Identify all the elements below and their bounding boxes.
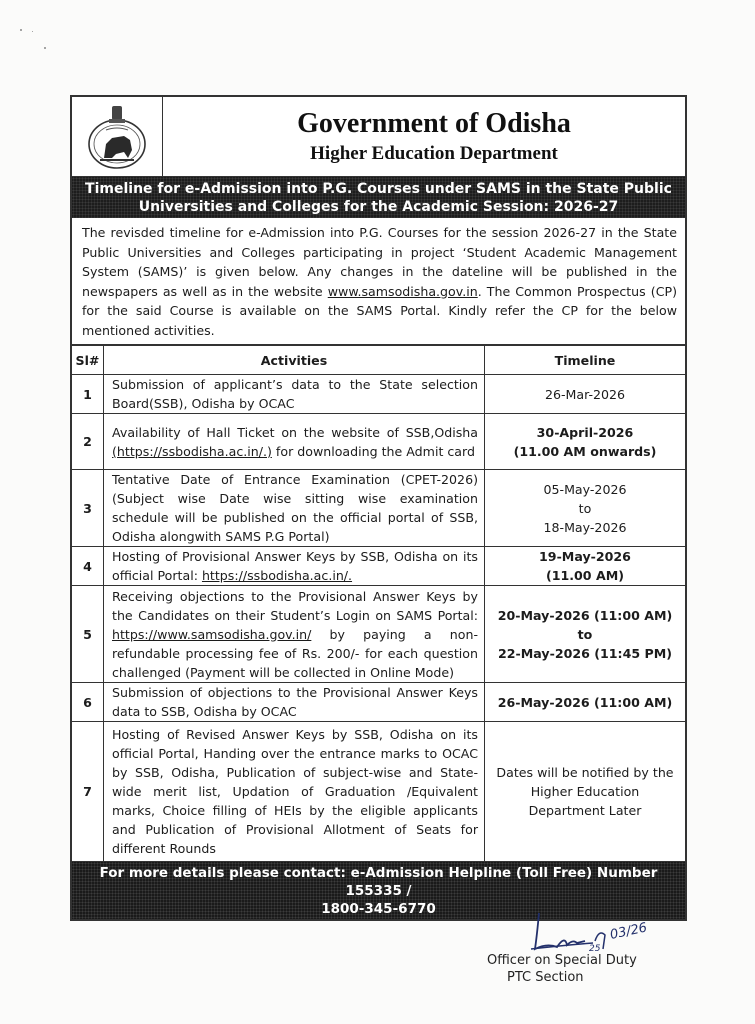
activity-link[interactable]: https://ssbodisha.ac.in/. <box>201 568 353 583</box>
sams-website-link[interactable]: www.samsodisha.gov.in <box>327 283 478 299</box>
timeline-line: 30-April-2026 <box>536 424 634 440</box>
notice-title-banner <box>72 177 685 218</box>
row-activity <box>104 470 485 547</box>
timeline-line: Dates will be notified by the <box>496 765 674 780</box>
activity-text: Hosting of Revised Answer Keys by SSB, Odisha on its official Portal, Handing over the entrance marks to OCAC by SSB, Odisha, Publication of subject-wise and State-wide merit list, Updation of Graduation /Equivalent marks, Choice filling of HEIs by the eligible applicants and Publication of Provisional Allotment of Seats for different Rounds <box>112 727 478 856</box>
column-header-timeline: Timeline <box>485 346 686 375</box>
signatory-section: PTC Section <box>507 970 584 985</box>
intro-text-1: The revisded timeline for e-Admission into P.G. Courses for the session 2026-27 in the State Public Universities and Colleges participating in project ‘Student Academic Management System (SAMS)’ is given below. Any changes in the dateline will be published in the newspapers as well as in the website <box>82 225 677 299</box>
banner-line-1: Timeline for e-Admission into P.G. Courses under SAMS in the State Public <box>85 181 672 197</box>
activity-link[interactable]: https://www.samsodisha.gov.in/ <box>112 626 312 642</box>
timeline-line: 26-Mar-2026 <box>544 386 626 402</box>
table-row <box>72 683 685 722</box>
activity-text-cont: for downloading the Admit card <box>271 443 475 459</box>
row-serial-number: 3 <box>72 470 104 547</box>
intro-paragraph <box>72 218 685 345</box>
row-serial-number: 7 <box>72 722 104 862</box>
letterhead-titles <box>163 97 685 176</box>
table-row <box>72 586 685 683</box>
timeline-line: Higher Education <box>530 784 640 799</box>
row-timeline <box>485 547 686 586</box>
row-timeline <box>485 683 686 722</box>
timeline-line: 22-May-2026 (11:45 PM) <box>497 645 672 661</box>
table-row <box>72 375 685 414</box>
row-activity <box>104 722 485 862</box>
row-timeline <box>485 586 686 683</box>
row-serial-number: 4 <box>72 547 104 586</box>
table-row <box>72 547 685 586</box>
emblem-cell <box>72 97 163 176</box>
government-title: Government of Odisha <box>297 107 571 139</box>
row-serial-number: 6 <box>72 683 104 722</box>
activity-link[interactable]: (https://ssbodisha.ac.in/.) <box>112 443 272 459</box>
row-activity <box>104 375 485 414</box>
timeline-line: to <box>577 626 593 642</box>
timeline-line: 18-May-2026 <box>543 519 627 535</box>
table-row <box>72 722 685 862</box>
department-title: Higher Education Department <box>310 142 558 164</box>
helpline-line-2: 1800-345-6770 <box>321 901 436 917</box>
notice-document <box>70 95 687 921</box>
intro-text-2: . The Common Prospectus (CP) for the said Course is available on the SAMS Portal. Kindly refer the CP for the below mentioned activities. <box>82 283 677 338</box>
activity-text: Receiving objections to the Provisional Answer Keys by the Candidates on their Student’s Login on SAMS Portal: <box>112 588 478 623</box>
activity-text: Submission of objections to the Provisional Answer Keys data to SSB, Odisha by OCAC <box>112 685 478 719</box>
table-header-row <box>72 346 685 375</box>
scan-specks <box>18 25 58 55</box>
svg-text:03/26: 03/26 <box>608 920 649 943</box>
row-activity <box>104 414 485 470</box>
activity-text: Submission of applicant’s data to the State selection Board(SSB), Odisha by OCAC <box>112 377 478 411</box>
activity-text: Hosting of Provisional Answer Keys by SSB, Odisha on its official Portal: <box>112 549 478 583</box>
row-serial-number: 2 <box>72 414 104 470</box>
timeline-line: 19-May-2026 <box>539 549 631 564</box>
column-header-sl: Sl# <box>72 346 104 375</box>
column-header-activities: Activities <box>104 346 485 375</box>
letterhead <box>72 97 685 177</box>
table-row <box>72 414 685 470</box>
row-serial-number: 5 <box>72 586 104 683</box>
row-timeline <box>485 375 686 414</box>
activity-text-cont: by paying a non-refundable processing fee of Rs. 200/- for each question challenged (Payment will be collected in Online Mode) <box>112 626 478 680</box>
row-timeline <box>485 414 686 470</box>
row-activity <box>104 547 485 586</box>
odisha-state-emblem-icon <box>82 102 152 172</box>
banner-line-2: Universities and Colleges for the Academic Session: 2026-27 <box>138 199 619 215</box>
timeline-line: (11.00 AM onwards) <box>513 443 657 459</box>
activity-text: Tentative Date of Entrance Examination (CPET-2026) (Subject wise Date wise sitting wise examination schedule will be published on the official portal of SSB, Odisha alongwith SAMS P.G Portal) <box>112 472 478 544</box>
signature-block <box>487 905 687 995</box>
timeline-line: (11.00 AM) <box>545 568 624 583</box>
timeline-line: 20-May-2026 (11:00 AM) <box>497 607 673 623</box>
timeline-table <box>72 345 685 862</box>
timeline-line: Department Later <box>528 803 642 818</box>
svg-text:25: 25 <box>589 944 601 954</box>
signatory-designation: Officer on Special Duty <box>487 953 637 968</box>
timeline-line: 05-May-2026 <box>543 481 627 497</box>
row-timeline <box>485 722 686 862</box>
table-row <box>72 470 685 547</box>
row-activity <box>104 586 485 683</box>
row-activity <box>104 683 485 722</box>
row-timeline <box>485 470 686 547</box>
timeline-line: to <box>578 500 592 516</box>
activity-text: Availability of Hall Ticket on the website of SSB,Odisha <box>112 424 478 440</box>
row-serial-number: 1 <box>72 375 104 414</box>
helpline-line-1: For more details please contact: e-Admission Helpline (Toll Free) Number 155335 / <box>99 865 658 899</box>
timeline-line: 26-May-2026 (11:00 AM) <box>497 694 673 710</box>
